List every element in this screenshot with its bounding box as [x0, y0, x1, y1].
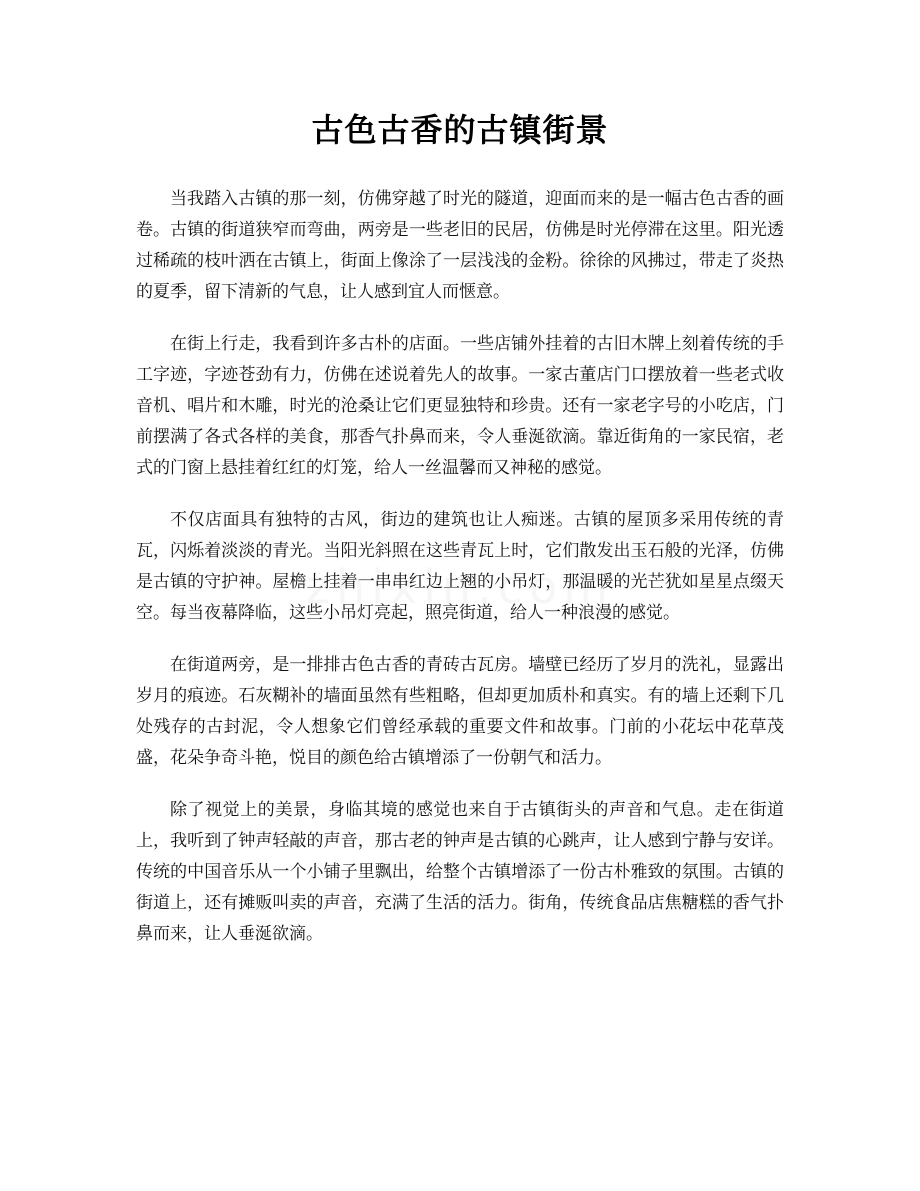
document-body [136, 184, 784, 971]
paragraph-1: 当我踏入古镇的那一刻，仿佛穿越了时光的隧道，迎面而来的是一幅古色古香的画卷。古镇的街道狭窄而弯曲，两旁是一些老旧的民居，仿佛是时光停滞在这里。阳光透过稀疏的枝叶洒在古镇上，街面上像涂了一层浅浅的金粉。徐徐的风拂过，带走了炎热的夏季，留下清新的气息，让人感到宜人而惬意。 [136, 189, 784, 302]
document-title: 古色古香的古镇街景 [311, 111, 609, 149]
paragraph-2: 在街上行走，我看到许多古朴的店面。一些店铺外挂着的古旧木牌上刻着传统的手工字迹，字迹苍劲有力，仿佛在述说着先人的故事。一家古董店门口摆放着一些老式收音机、唱片和木雕，时光的沧桑让它们更显独特和珍贵。还有一家老字号的小吃店，门前摆满了各式各样的美食，那香气扑鼻而来，令人垂涎欲滴。靠近街角的一家民宿，老式的门窗上悬挂着红红的灯笼，给人一丝温馨而又神秘的感觉。 [136, 334, 784, 478]
paragraph-5: 除了视觉上的美景，身临其境的感觉也来自于古镇街头的声音和气息。走在街道上，我听到了钟声轻敲的声音，那古老的钟声是古镇的心跳声，让人感到宁静与安详。传统的中国音乐从一个小铺子里飘出，给整个古镇增添了一份古朴雅致的氛围。古镇的街道上，还有摊贩叫卖的声音，充满了生活的活力。街角，传统食品店焦糖糕的香气扑鼻而来，让人垂涎欲滴。 [136, 800, 784, 944]
paragraph-4: 在街道两旁，是一排排古色古香的青砖古瓦房。墙壁已经历了岁月的洗礼，显露出岁月的痕迹。石灰糊补的墙面虽然有些粗略，但却更加质朴和真实。有的墙上还剩下几处残存的古封泥，令人想象它们曾经承载的重要文件和故事。门前的小花坛中花草茂盛，花朵争奇斗艳，悦目的颜色给古镇增添了一份朝气和活力。 [136, 655, 784, 768]
paragraph-3: 不仅店面具有独特的古风，街边的建筑也让人痴迷。古镇的屋顶多采用传统的青瓦，闪烁着淡淡的青光。当阳光斜照在这些青瓦上时，它们散发出玉石般的光泽，仿佛是古镇的守护神。屋檐上挂着一串串红边上翘的小吊灯，那温暖的光芒犹如星星点缀天空。每当夜幕降临，这些小吊灯亮起，照亮街道，给人一种浪漫的感觉。 [136, 510, 784, 623]
